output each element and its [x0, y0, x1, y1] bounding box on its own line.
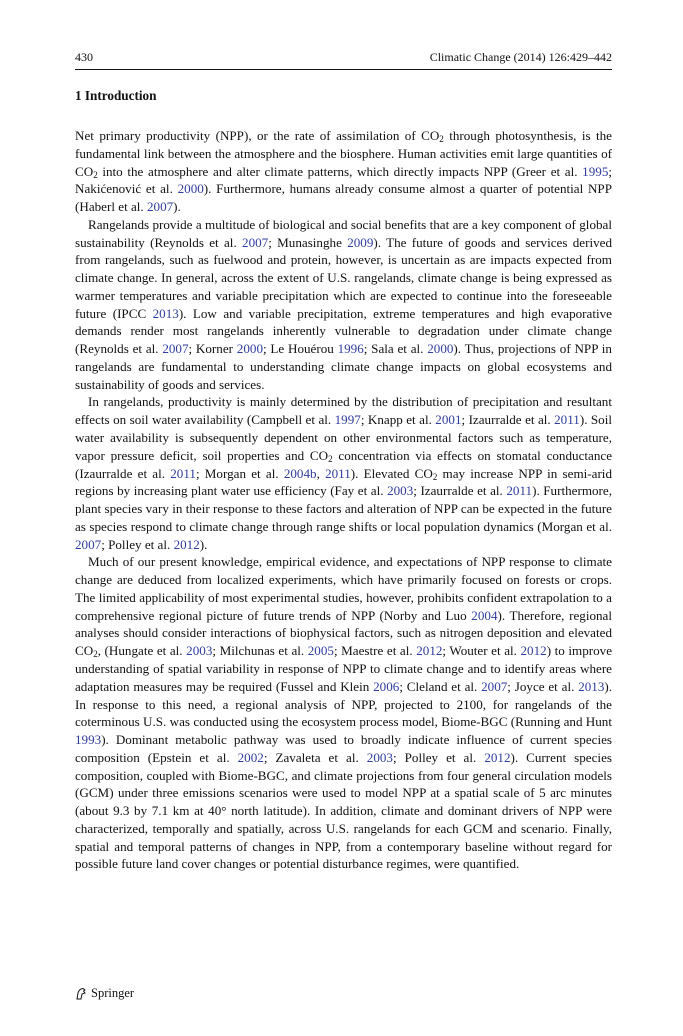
text-run: may increase NPP in semi-arid regions by increasing plant water use efficiency (Fay et al. — [75, 465, 612, 499]
citation-link[interactable]: 2000 — [236, 341, 263, 357]
text-run: ). Low and variable precipitation, extreme temperatures and high evaporative demands render most rangelands inherently vulnerable to degradation under climate change (Reynolds et al. — [75, 305, 612, 357]
text-run: ). Elevated CO — [350, 465, 433, 481]
publisher-name: Springer — [91, 986, 135, 1000]
citation-link[interactable]: 2007 — [481, 678, 508, 694]
citation-link[interactable]: 2011 — [170, 465, 196, 481]
text-run: ). Soil water availability is subsequently dependent on other environmental factors such as temperature, vapor pressure deficit, soil properties and CO — [75, 412, 613, 463]
journal-citation: Climatic Change (2014) 126:429–442 — [429, 50, 612, 64]
header-rule — [75, 69, 612, 70]
citation-link[interactable]: 2007 — [75, 536, 102, 552]
publisher-footer — [75, 986, 134, 1001]
text-run: through photosynthesis, is the fundamental link between the atmosphere and the biosphere. Human activities emit large quantities of CO — [75, 128, 612, 179]
text-run: , — [316, 465, 326, 481]
subscript: 2 — [432, 471, 438, 482]
text-run: Much of our present knowledge, empirical evidence, and expectations of NPP response to climate change are deduced from localized experiments, which have primarily focused on forests or crops. The limited applicability of most experimental studies, however, prohibits confident extrapolation to a comprehensive regional picture of future trends of NPP (Norby and Luo — [75, 554, 612, 623]
paragraph — [75, 127, 612, 216]
text-run: ; Nakićenović et al. — [75, 163, 612, 197]
section-title: 1 Introduction — [75, 88, 157, 103]
text-run: ). In response to this need, a regional analysis of NPP, projected to 2100, for rangelands of the coterminous U.S. was conducted using the ecosystem process model, Biome-BGC (Running and Hunt — [75, 678, 613, 730]
text-run: concentration via effects on stomatal conductance (Izaurralde et al. — [75, 447, 613, 481]
citation-link[interactable]: 2012 — [173, 536, 200, 552]
subscript: 2 — [439, 134, 444, 144]
citation-link[interactable]: 2009 — [347, 234, 374, 250]
paragraph — [75, 216, 612, 394]
text-run: Net primary productivity (NPP), or the rate of assimilation of CO — [75, 128, 440, 143]
citation-link[interactable]: 2007 — [146, 199, 174, 215]
citation-link[interactable]: 1997 — [334, 412, 361, 428]
citation-link[interactable]: 1995 — [582, 163, 609, 179]
text-run: ). Furthermore, plant species vary in their response to these factors and alteration of NPP can be expected in the future as species respond to climate change through range shifts or local population dynamics (Morgan et al. — [75, 483, 612, 534]
text-run: ; Morgan et al. — [195, 465, 284, 481]
text-run: ; Le Houérou — [262, 341, 338, 357]
text-run: ; Korner — [188, 341, 237, 357]
citation-link[interactable]: 2013 — [578, 678, 605, 694]
citation-link[interactable]: 2007 — [162, 341, 189, 357]
text-run: ; Wouter et al. — [442, 643, 521, 659]
text-run: ; Polley et al. — [392, 749, 485, 765]
citation-link[interactable]: 2003 — [387, 483, 414, 499]
citation-link[interactable]: 2006 — [373, 678, 400, 694]
citation-link[interactable]: 2003 — [186, 643, 213, 659]
subscript: 2 — [93, 649, 98, 660]
text-run: Rangelands provide a multitude of biological and social benefits that are a key component of global sustainability (Reynolds et al. — [75, 216, 612, 250]
subscript: 2 — [328, 453, 333, 464]
citation-link[interactable]: 1996 — [337, 341, 364, 357]
text-run: ; Joyce et al. — [507, 678, 579, 694]
citation-link[interactable]: 2000 — [177, 181, 204, 197]
citation-link[interactable]: 2013 — [152, 305, 179, 321]
running-header — [75, 50, 612, 65]
citation-link[interactable]: 2012 — [520, 643, 547, 659]
page-number: 430 — [75, 50, 93, 64]
text-run: ; Izaurralde et al. — [461, 412, 555, 428]
citation-link[interactable]: 1993 — [75, 732, 102, 748]
citation-link[interactable]: 2011 — [325, 465, 351, 481]
citation-link[interactable]: 2000 — [427, 341, 454, 357]
text-run: ; Zavaleta et al. — [263, 749, 367, 765]
text-run: ; Milchunas et al. — [212, 643, 308, 659]
citation-link[interactable]: 2007 — [242, 234, 269, 250]
text-run: ; Maestre et al. — [333, 643, 417, 659]
citation-link[interactable]: 2011 — [506, 483, 533, 499]
citation-link[interactable]: 2003 — [366, 749, 393, 765]
body-text — [75, 127, 612, 873]
text-run: ; Knapp et al. — [360, 412, 436, 428]
springer-horse-logo-icon — [75, 987, 88, 1000]
text-run: ; Sala et al. — [363, 341, 428, 357]
text-run: into the atmosphere and alter climate patterns, which directly impacts NPP (Greer et al. — [97, 163, 583, 179]
text-run: ). Therefore, regional analyses should consider interactions of biophysical factors, such as nitrogen deposition and elevated CO — [75, 607, 612, 659]
text-run: ). Thus, projections of NPP in rangelands are fundamental to understanding climate change impacts on global ecosystems and sustainability of goods and services. — [75, 341, 612, 392]
text-run: In rangelands, productivity is mainly determined by the distribution of precipitation and resultant effects on soil water availability (Campbell et al. — [75, 394, 612, 428]
citation-link[interactable]: 2011 — [554, 412, 580, 428]
citation-link[interactable]: 2012 — [416, 643, 443, 659]
text-run: ) to improve understanding of spatial variability in response of NPP to climate change and to identify areas where adaptation measures may be required (Fussel and Klein — [75, 643, 613, 694]
subscript: 2 — [93, 169, 98, 180]
text-run: ). The future of goods and services derived from rangelands, such as fuelwood and protein, however, is uncertain as are impacts expected from climate change. In general, across the extent of U.S. rangelands, climate change is being expressed as warmer temperatures and variable precipitation which are expected to continue into the foreseeable future (IPCC — [75, 234, 613, 321]
paragraph — [75, 553, 612, 873]
citation-link[interactable]: 2004 — [471, 607, 498, 623]
text-run: ). Dominant metabolic pathway was used to broadly indicate influence of current species composition (Epstein et al. — [75, 732, 612, 765]
citation-link[interactable]: 2012 — [484, 749, 511, 765]
text-run: , (Hungate et al. — [97, 643, 187, 659]
citation-link[interactable]: 2001 — [435, 412, 462, 428]
text-run: ; Izaurralde et al. — [413, 483, 507, 499]
citation-link[interactable]: 2002 — [237, 749, 264, 765]
paragraph — [75, 393, 612, 553]
citation-link[interactable]: 2004b — [283, 465, 317, 481]
text-run: ; Munasinghe — [268, 234, 348, 250]
text-run: ; Cleland et al. — [399, 678, 482, 694]
text-run: ). — [199, 536, 208, 552]
text-run: ). — [173, 199, 181, 215]
text-run: ). Furthermore, humans already consume almost a quarter of potential NPP (Haberl et al. — [75, 181, 612, 215]
citation-link[interactable]: 2005 — [307, 643, 334, 659]
text-run: ). Current species composition, coupled with Biome-BGC, and climate projections from four general circulation models (GCM) under three emissions scenarios were used to model NPP at a spatial scale of 5 arc minutes (about 9.3 by 7.1 km at 40° north latitude). In addition, climate and dominant drivers of NPP were characterized, temporally and spatially, across U.S. rangelands for each GCM and scenario. Finally, spatial and temporal patterns of changes in NPP, from a contemporary baseline without regard for possible future land cover changes or potential disturbance regimes, were quantified. — [75, 749, 612, 872]
text-run: ; Polley et al. — [101, 536, 174, 552]
